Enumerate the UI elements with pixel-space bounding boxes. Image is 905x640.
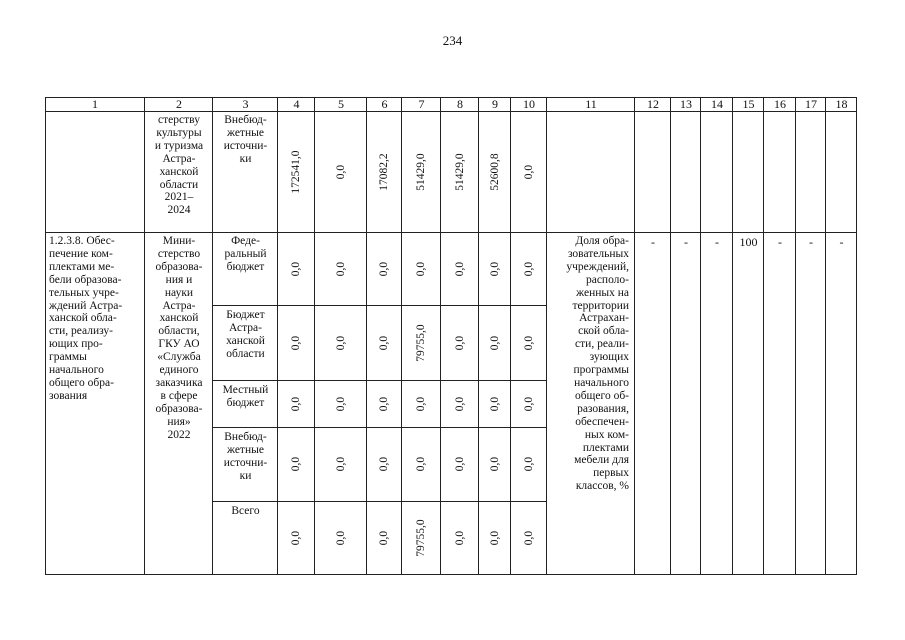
indicator-value-2022: - [684,235,688,249]
text-line: ния и [165,273,193,286]
value-cell: 51429,0 [415,153,427,191]
text-line: бели образова- [49,273,122,286]
column-header-8: 8 [457,97,463,111]
value-cell: 79755,0 [415,519,427,557]
value-cell: 0,0 [290,335,302,351]
text-line: разования, [577,402,629,415]
column-header-7: 7 [418,97,425,111]
text-line: общего обра- [49,376,114,389]
column-header-3: 3 [242,97,249,111]
text-line: жетные [227,126,264,139]
source-total-cell [213,505,278,518]
text-line: ской обла- [578,325,629,338]
text-line: Мини- [162,235,196,247]
value-cell: 0,0 [454,396,466,412]
text-line: бюджет [226,396,265,409]
value-cell: 0,0 [378,261,390,277]
text-line: ханской обла- [49,312,117,325]
column-header-5: 5 [338,97,344,111]
value-cell: 0,0 [523,530,535,546]
text-line: Доля обра- [575,235,629,247]
text-line: 2021– [164,191,194,204]
value-cell: 0,0 [489,530,501,546]
column-header-9: 9 [492,97,498,111]
text-line: заказчика [155,376,203,389]
text-line: начального [49,364,104,377]
text-line: ГКУ АО [158,338,200,351]
text-line: сти, реализу- [49,325,114,338]
indicator-value-2021: - [651,235,655,249]
text-line: Бюджет [226,309,265,321]
indicator-value-2024: 100 [739,235,758,249]
text-line: зовательных [567,247,629,260]
text-line: Феде- [231,235,260,247]
text-line: Астра- [162,299,196,312]
text-line: ханской [226,334,265,347]
text-line: бюджет [226,260,265,273]
text-line: в сфере [160,389,198,402]
column-header-4: 4 [293,97,300,111]
measure-name-cell [49,235,144,403]
data-table [45,97,857,575]
value-cell: 0,0 [378,456,390,472]
text-line: ки [239,152,252,165]
text-line: Местный [222,384,269,396]
column-header-17: 17 [805,97,817,111]
text-line: ханской [159,165,199,178]
value-cell: 0,0 [489,396,501,412]
text-line: области [226,347,265,360]
text-line: зования [49,389,88,402]
column-header-6: 6 [381,97,388,111]
value-cell: 0,0 [454,456,466,472]
text-line: первых [593,467,629,480]
value-cell: 0,0 [290,530,302,546]
value-cell: 172541,0 [290,150,302,194]
text-line: ния» [167,415,191,428]
value-cell: 0,0 [335,530,347,546]
text-line: Внебюд- [224,114,267,126]
value-cell: 0,0 [489,335,501,351]
text-line: Всего [231,505,260,517]
indicator-name-cell [548,235,629,493]
indicator-value-2023: - [715,235,719,249]
block1-source-cell [213,114,278,166]
source-local-cell [213,384,278,410]
text-line: женных на [576,286,629,299]
value-cell: 0,0 [335,261,347,277]
text-line: общего об- [574,389,629,402]
text-line: ющих про- [49,338,103,351]
value-cell: 0,0 [378,396,390,412]
indicator-value-2025: - [778,235,782,249]
text-line: территории [572,299,629,312]
value-cell: 0,0 [335,335,347,351]
text-line: образова- [155,260,203,273]
text-line: начального [574,376,629,389]
text-line: источни- [223,456,268,469]
source-offbudget-cell [213,431,278,483]
text-line: ждений Астра- [49,299,123,312]
source-regional-cell [213,309,278,361]
indicator-value-2026: - [809,235,813,249]
text-line: ральный [224,247,267,260]
column-header-12: 12 [647,97,659,111]
column-header-10: 10 [523,97,535,111]
text-line: классов, % [575,480,629,493]
value-cell: 0,0 [523,164,535,180]
value-cell: 0,0 [290,396,302,412]
text-line: обеспечен- [575,415,629,428]
value-cell: 0,0 [454,261,466,277]
value-cell: 51429,0 [454,153,466,191]
value-cell: 0,0 [335,456,347,472]
text-line: и туризма [154,139,204,152]
column-header-13: 13 [680,97,692,111]
text-line: располо- [585,273,629,286]
text-line: 2024 [167,204,191,217]
text-line: плектами ме- [49,260,115,273]
value-cell: 0,0 [523,396,535,412]
indicator-value-2027: - [839,235,844,249]
column-header-16: 16 [774,97,786,111]
text-line: стерство [157,247,201,260]
value-cell: 79755,0 [415,324,427,362]
text-line: Внебюд- [224,431,267,443]
text-line: образова- [155,402,203,415]
text-line: учреждений, [566,260,629,273]
value-cell: 0,0 [290,456,302,472]
value-cell: 0,0 [489,261,501,277]
value-cell: 0,0 [378,530,390,546]
value-cell: 0,0 [454,335,466,351]
value-cell: 0,0 [335,164,347,180]
text-line: Астра- [162,152,196,165]
value-cell: 0,0 [454,530,466,546]
value-cell: 0,0 [290,261,302,277]
source-federal-cell [213,235,278,274]
text-line: граммы [49,351,87,364]
text-line: источни- [223,139,268,152]
column-header-1: 1 [92,97,98,111]
text-line: единого [159,364,199,377]
text-line: плектами [582,441,629,454]
text-line: области [159,178,199,191]
text-line: ных ком- [584,428,629,441]
value-cell: 0,0 [523,261,535,277]
column-header-18: 18 [835,97,848,111]
text-line: Астра- [229,321,262,334]
executor-cell [145,235,213,442]
column-header-14: 14 [711,97,723,111]
value-cell: 0,0 [415,261,427,277]
text-line: программы [573,364,629,377]
text-line: 2022 [167,428,191,441]
text-line: печение ком- [49,247,113,260]
block1-executor-cell [145,114,213,217]
value-cell: 0,0 [378,335,390,351]
text-line: 1.2.3.8. Обес- [49,235,115,247]
text-line: жетные [227,443,264,456]
column-header-15: 15 [742,97,755,111]
column-header-11: 11 [585,97,597,111]
text-line: тельных учре- [49,286,119,299]
value-cell: 0,0 [523,335,535,351]
value-cell: 0,0 [489,456,501,472]
value-cell: 17082,2 [378,153,390,191]
text-line: стерству [158,114,200,126]
value-cell: 0,0 [335,396,347,412]
text-line: «Служба [157,351,201,364]
column-header-2: 2 [176,97,182,111]
text-line: культуры [156,126,202,139]
value-cell: 0,0 [523,456,535,472]
text-line: мебели для [574,454,629,467]
page-number: 234 [442,33,463,48]
value-cell: 0,0 [415,396,427,412]
text-line: зующих [589,351,629,364]
value-cell: 0,0 [415,456,427,472]
text-line: Астрахан- [579,312,629,325]
value-cell: 52600,8 [489,153,501,191]
text-line: сти, реали- [575,338,629,351]
text-line: науки [164,286,194,299]
text-line: области, [158,325,200,338]
text-line: ханской [159,312,199,325]
text-line: ки [239,469,252,482]
